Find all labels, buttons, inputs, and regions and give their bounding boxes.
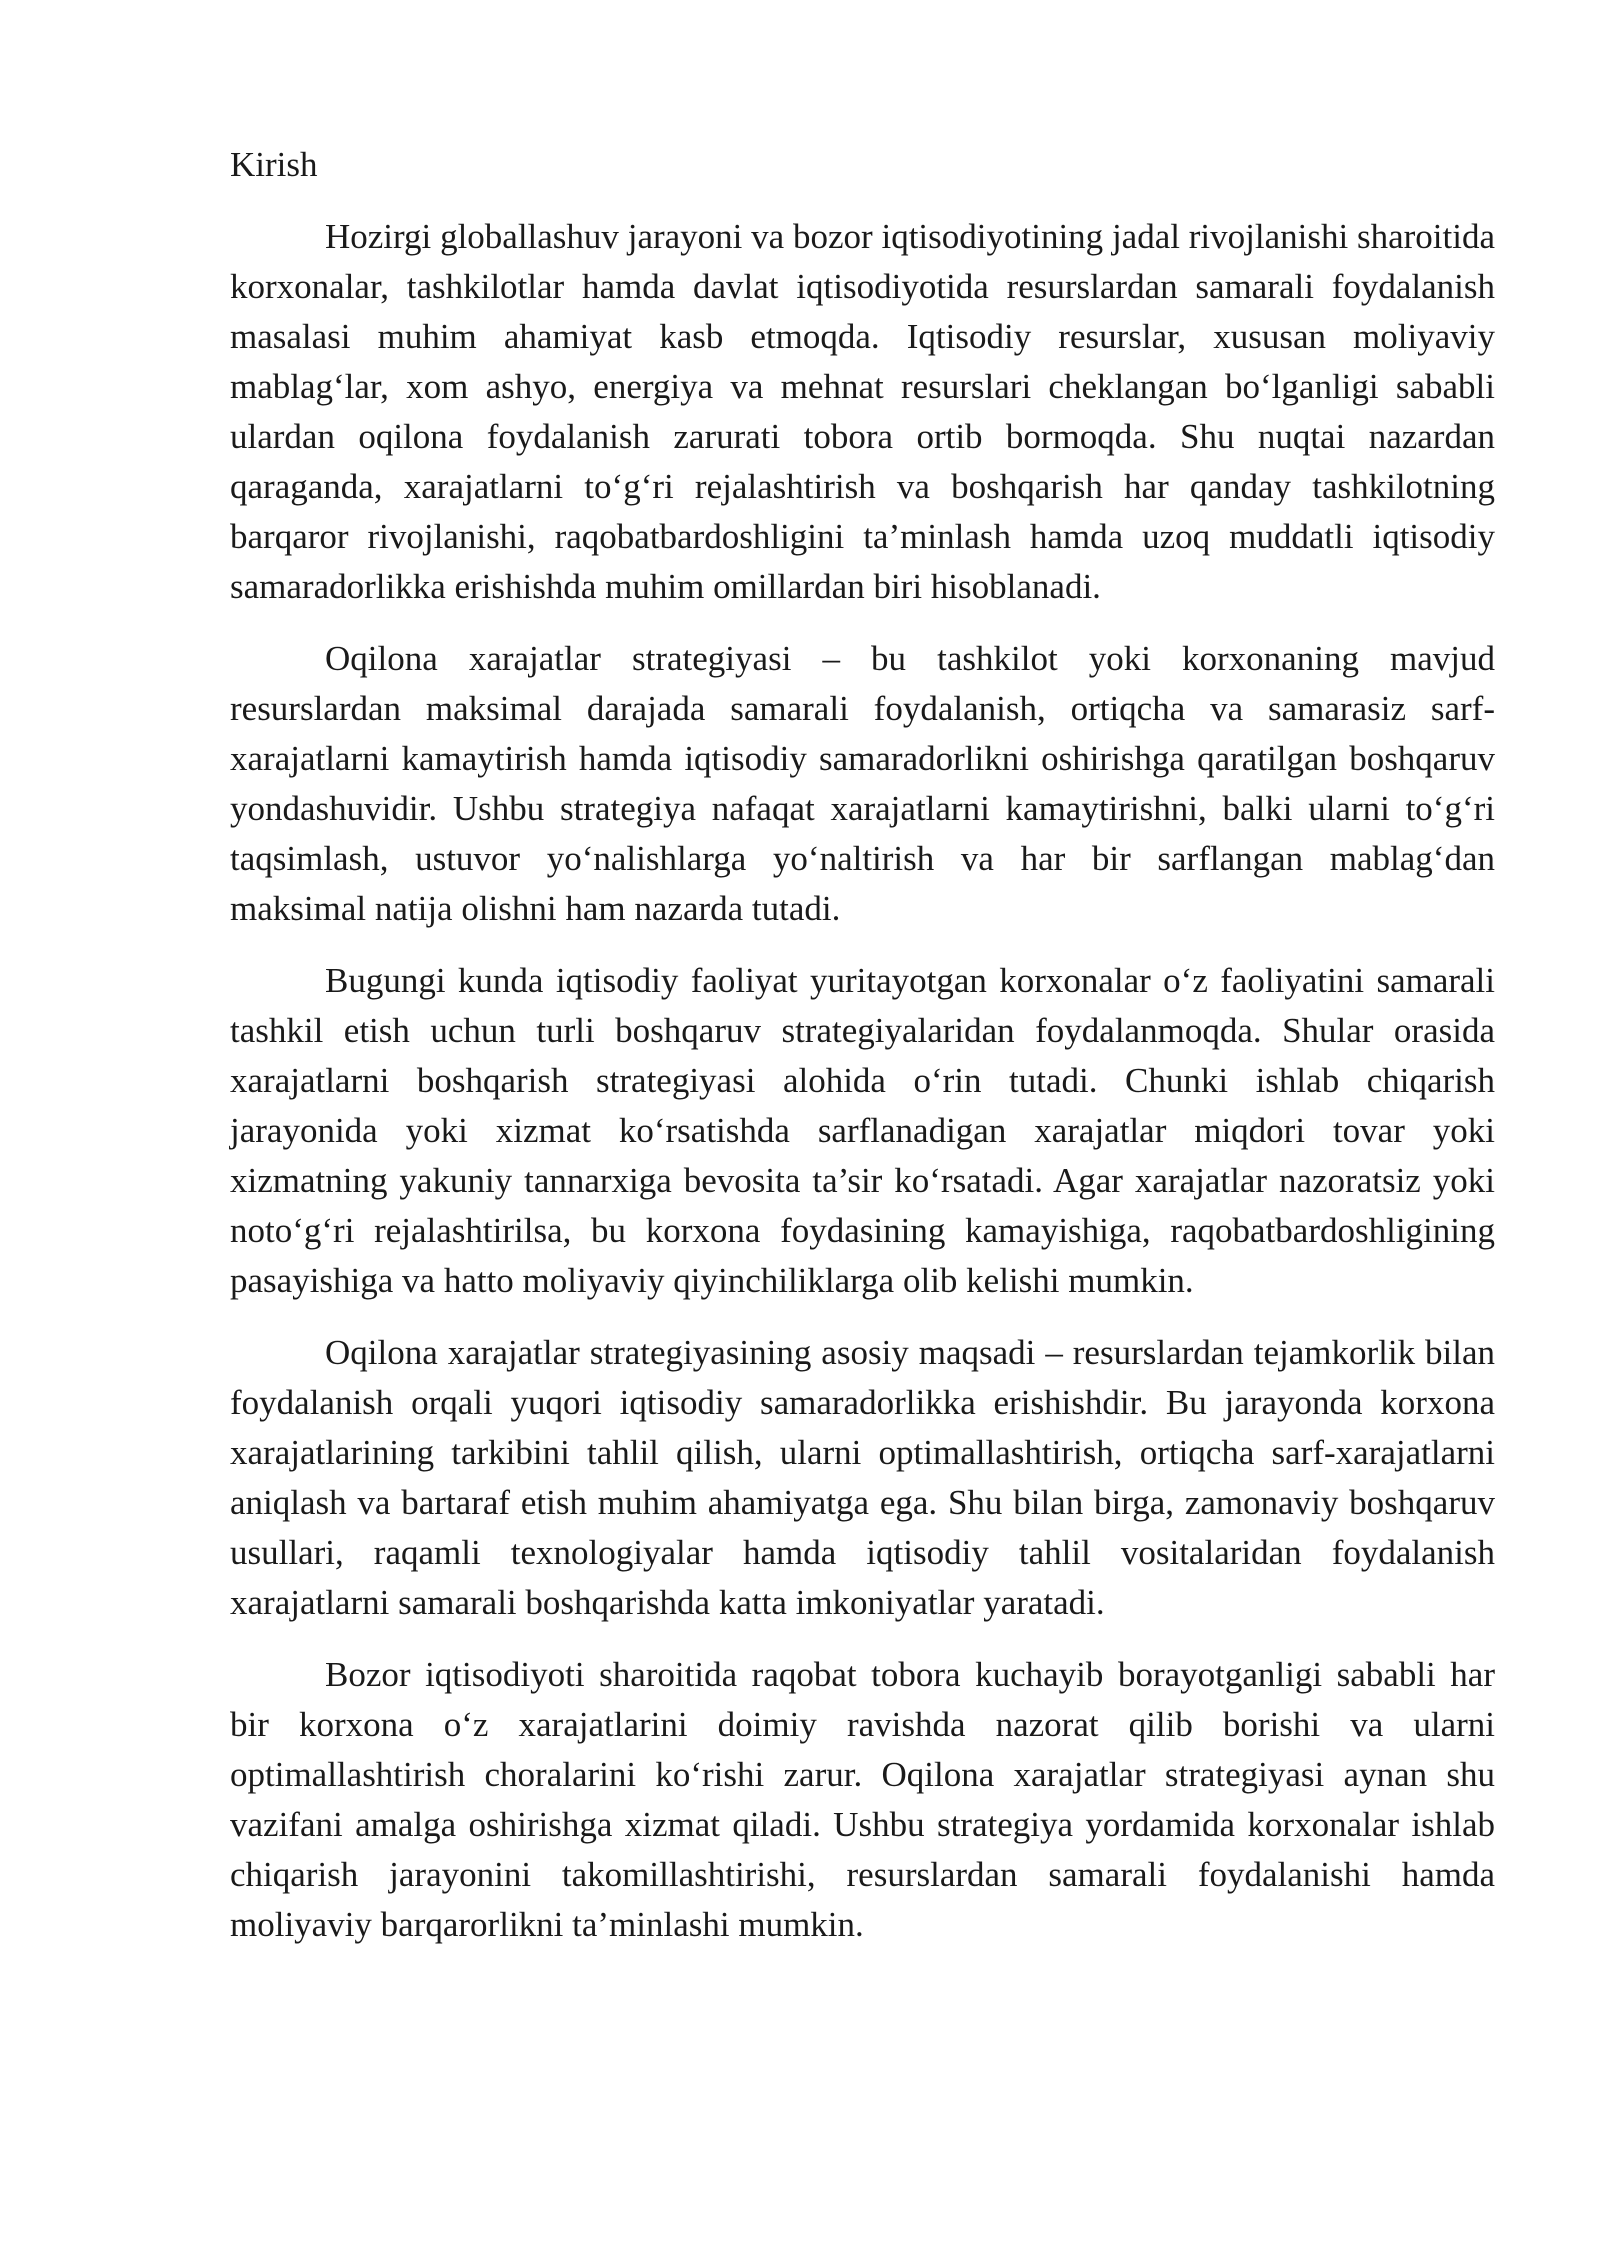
paragraph-5: Bozor iqtisodiyoti sharoitida raqobat tobora kuchayib borayotganligi sababli har bir korxona o‘z xarajatlarini doimiy ravishda nazorat qilib borishi va ularni optimallashtirish choralarini ko‘rishi zarur. Oqilona xarajatlar strategiyasi aynan shu vazifani amalga oshirishga xizmat qiladi. Ushbu strategiya yordamida korxonalar ishlab chiqarish jarayonini takomillashtirishi, resurslardan samarali foydalanishi hamda moliyaviy barqarorlikni ta’minlashi mumkin. [230,1655,1495,1944]
document-page [230,140,1495,1972]
paragraph-4: Oqilona xarajatlar strategiyasining asosiy maqsadi – resurslardan tejamkorlik bilan foydalanish orqali yuqori iqtisodiy samaradorlikka erishishdir. Bu jarayonda korxona xarajatlarining tarkibini tahlil qilish, ularni optimallashtirish, ortiqcha sarf-xarajatlarni aniqlash va bartaraf etish muhim ahamiyatga ega. Shu bilan birga, zamonaviy boshqaruv usullari, raqamli texnologiyalar hamda iqtisodiy tahlil vositalaridan foydalanish xarajatlarni samarali boshqarishda katta imkoniyatlar yaratadi. [230,1333,1495,1622]
paragraph-3: Bugungi kunda iqtisodiy faoliyat yuritayotgan korxonalar o‘z faoliyatini samarali tashkil etish uchun turli boshqaruv strategiyalaridan foydalanmoqda. Shular orasida xarajatlarni boshqarish strategiyasi alohida o‘rin tutadi. Chunki ishlab chiqarish jarayonida yoki xizmat ko‘rsatishda sarflanadigan xarajatlar miqdori tovar yoki xizmatning yakuniy tannarxiga bevosita ta’sir ko‘rsatadi. Agar xarajatlar nazoratsiz yoki noto‘g‘ri rejalashtirilsa, bu korxona foydasining kamayishiga, raqobatbardoshligining pasayishiga va hatto moliyaviy qiyinchiliklarga olib kelishi mumkin. [230,961,1495,1300]
paragraph-2: Oqilona xarajatlar strategiyasi – bu tashkilot yoki korxonaning mavjud resurslardan maksimal darajada samarali foydalanish, ortiqcha va samarasiz sarf-xarajatlarni kamaytirish hamda iqtisodiy samaradorlikni oshirishga qaratilgan boshqaruv yondashuvidir. Ushbu strategiya nafaqat xarajatlarni kamaytirishni, balki ularni to‘g‘ri taqsimlash, ustuvor yo‘nalishlarga yo‘naltirish va har bir sarflangan mablag‘dan maksimal natija olishni ham nazarda tutadi. [230,639,1495,928]
section-heading: Kirish [230,145,318,184]
paragraph-1: Hozirgi globallashuv jarayoni va bozor iqtisodiyotining jadal rivojlanishi sharoitida korxonalar, tashkilotlar hamda davlat iqtisodiyotida resurslardan samarali foydalanish masalasi muhim ahamiyat kasb etmoqda. Iqtisodiy resurslar, xususan moliyaviy mablag‘lar, xom ashyo, energiya va mehnat resurslari cheklangan bo‘lganligi sababli ulardan oqilona foydalanish zarurati tobora ortib bormoqda. Shu nuqtai nazardan qaraganda, xarajatlarni to‘g‘ri rejalashtirish va boshqarish har qanday tashkilotning barqaror rivojlanishi, raqobatbardoshligini ta’minlash hamda uzoq muddatli iqtisodiy samaradorlikka erishishda muhim omillardan biri hisoblanadi. [230,217,1495,606]
